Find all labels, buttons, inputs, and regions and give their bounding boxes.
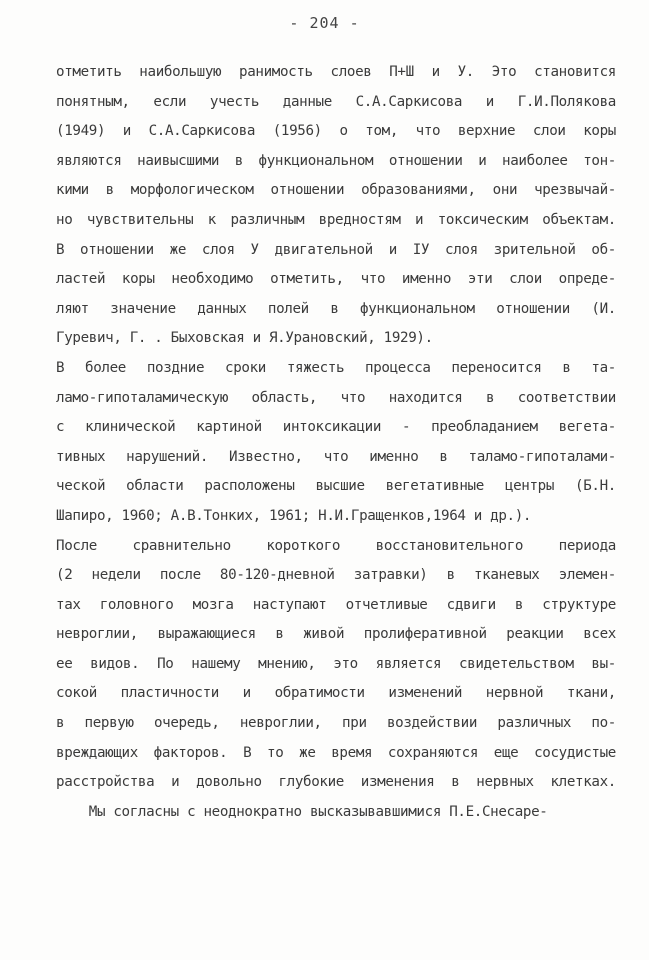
text-line: с клинической картиной интоксикации - преобладанием вегета- bbox=[56, 419, 616, 436]
text-line: Гуревич, Г. . Быховская и Я.Урановский, 1929). bbox=[56, 330, 433, 347]
text-line: Мы согласны с неоднократно высказывавшимися П.Е.Снесаре- bbox=[56, 803, 548, 820]
text-line: ламо-гипоталамическую область, что находится в соответствии bbox=[56, 389, 616, 406]
page-number: - 204 - bbox=[289, 14, 360, 32]
text-line: но чувствительны к различным вредностям и токсическим объектам. bbox=[56, 211, 616, 228]
text-line: в первую очередь, невроглии, при воздействии различных по- bbox=[56, 715, 616, 732]
text-line: расстройства и довольно глубокие изменения в нервных клетках. bbox=[56, 774, 616, 791]
text-line: вреждающих факторов. В то же время сохраняются еще сосудистые bbox=[56, 744, 616, 761]
text-line: тах головного мозга наступают отчетливые сдвиги в структуре bbox=[56, 596, 616, 613]
text-line: ластей коры необходимо отметить, что именно эти слои опреде- bbox=[56, 271, 616, 288]
text-line: В отношении же слоя У двигательной и IУ слоя зрительной об- bbox=[56, 241, 616, 258]
text-line: ческой области расположены высшие вегетативные центры (Б.Н. bbox=[56, 478, 616, 495]
text-line: невроглии, выражающиеся в живой пролиферативной реакции всех bbox=[56, 626, 616, 643]
text-line: отметить наибольшую ранимость слоев П+Ш и У. Это становится bbox=[56, 64, 616, 80]
text-line: тивных нарушений. Известно, что именно в таламо-гипоталами- bbox=[56, 448, 616, 465]
text-line: Шапиро, 1960; А.В.Тонких, 1961; Н.И.Гращенков,1964 и др.). bbox=[56, 507, 532, 524]
text-line: В более поздние сроки тяжесть процесса переносится в та- bbox=[56, 359, 616, 376]
body-text bbox=[56, 58, 616, 827]
text-line: понятным, если учесть данные С.А.Саркисова и Г.И.Полякова bbox=[56, 93, 616, 110]
text-line: сокой пластичности и обратимости изменений нервной ткани, bbox=[56, 685, 616, 702]
text-line: (2 недели после 80-120-дневной затравки) в тканевых элемен- bbox=[56, 567, 616, 584]
text-line: являются наивысшими в функциональном отношении и наиболее тон- bbox=[56, 152, 616, 169]
text-line: кими в морфологическом отношении образованиями, они чрезвычай- bbox=[56, 182, 616, 199]
text-line: (1949) и С.А.Саркисова (1956) о том, что верхние слои коры bbox=[56, 123, 616, 140]
text-line: ляют значение данных полей в функциональном отношении (И. bbox=[56, 300, 616, 317]
text-line: После сравнительно короткого восстановительного периода bbox=[56, 537, 616, 554]
text-line: ее видов. По нашему мнению, это является свидетельством вы- bbox=[56, 655, 616, 672]
